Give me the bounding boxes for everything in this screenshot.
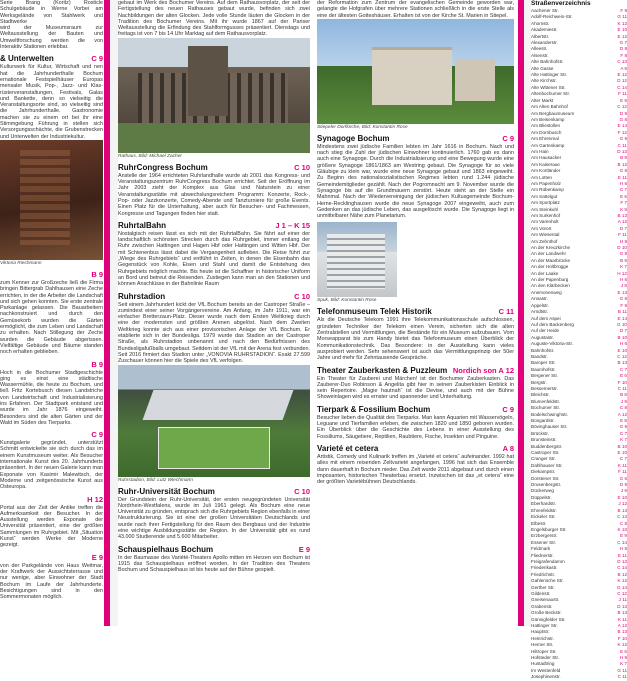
street-name: Am Alten Bahnhof: [531, 104, 568, 110]
street-grid-ref: E 8: [620, 418, 627, 423]
street-name: Am Ehrenmal: [531, 136, 559, 142]
section-schauspielhaus-title: Schauspielhaus Bochum E 9: [118, 544, 310, 554]
col-a-heading-6: E 9: [91, 552, 103, 562]
street-name: Düppelstr.: [531, 494, 552, 500]
street-grid-ref: E 9: [620, 533, 627, 539]
street-name: Ahornstr.: [531, 20, 550, 26]
street-name: Hofsteder Str.: [531, 655, 560, 661]
spuk-caption: Spuk, Bild: Konstantin Rose: [317, 298, 377, 304]
street-grid-ref: F 12: [617, 129, 627, 135]
street-grid-ref: F 10: [617, 635, 627, 641]
street-grid-ref: D 13: [617, 603, 627, 609]
street-grid-ref: E 10: [617, 27, 627, 33]
street-grid-ref: A 12: [617, 219, 627, 225]
street-grid-ref: G 11: [617, 14, 627, 20]
street-grid-ref: J 8: [620, 283, 627, 289]
street-name: Herner Str.: [531, 642, 554, 648]
street-grid-ref: E 12: [617, 72, 627, 78]
street-name: Adolf-Reichwein-Str.: [531, 14, 573, 20]
street-grid-ref: H 9: [619, 655, 627, 661]
street-grid-ref: B 12: [617, 161, 627, 167]
section-ruhrtalbahn-title: RuhrtalBahn J 1 – K 15: [118, 220, 310, 230]
street-name: Altenbochumer Str.: [531, 91, 571, 97]
street-grid-ref: C 7: [619, 456, 627, 462]
street-grid-ref: G 10: [617, 321, 627, 327]
street-grid-ref: A 12: [617, 623, 627, 628]
street-name: Buddenbergstr.: [531, 443, 563, 449]
street-name: Erzbergerstr.: [531, 533, 558, 539]
street-grid-ref: B 9: [620, 155, 627, 161]
street-grid-ref: B 10: [617, 334, 627, 340]
col-a-heading-1: & Unterwelten C 9: [0, 54, 103, 64]
street-grid-ref: K 10: [617, 526, 627, 532]
section-ruhrstadion-text: Seit einem Jahrhundert kickt der VfL Bochum bereits an der Castroper Straße – zumindest einer seiner Vorgängervereine. Am Anfang, im Jahr 1911, war ein einfacher Bretterzaun-Platz. Dieser wurde nach dem Ersten Weltkrieg durch eine der modernsten und größten Arenen abgelöst. Nach dem Zweiten Weltkrieg konnte sich aus einer provisorischen Anlage der VfL Bochum. Er etablierte sich in der Bundesliga. 1979 wurde das Stadion an der Castroper Straße, als Ruhrstadion unbenannt und nach den Bedürfnissen des Bundesligafußballs umgebaut. Seitdem ist der VfL mit der Arena fest verbunden. Seit 2016 firmiert das Stadion unter „VONOVIA RUHRSTADION“. Exakt 27.599 Zuschauer können hier die Spiele des VfL verfolgen.: [118, 301, 310, 365]
street-grid-ref: G 8: [619, 116, 627, 122]
col-a-text-3: Hoch in die Bochumer Stadtgeschichte ging es einst eine städtische Wassermühle, die heute zu Bochum, und ließ Fritz Kortebusch diesen Landstriche von Landwirtschaft und Industrialisierung ins Erfahren. Der Stadtpark entstand und wurde im Jahr 1876 eingeweiht. Besonders sind die alten Gärten und der Wald im Süden des Tierparks.: [0, 369, 103, 426]
street-grid-ref: D 10: [617, 245, 627, 251]
street-name: Fliednerstr.: [531, 552, 554, 558]
street-name: Arndtstr.: [531, 309, 549, 315]
street-grid-ref: C 13: [617, 514, 627, 520]
street-grid-ref: C 12: [617, 353, 627, 359]
street-index-list: [531, 8, 627, 681]
street-name: Alter Markt: [531, 97, 554, 103]
street-grid-ref: B 13: [617, 360, 627, 366]
street-grid-ref: B 11: [617, 309, 627, 315]
photo-building-annex: [455, 59, 495, 101]
section-ruhrcongress-text: Anstelle der 1964 errichteten Ruhrlandhalle wurde ab 2001 das Kongress- und Veranstaltungszentrum RuhrCongress Bochum errichtet. Seit der Eröffnung im Jahr 2003 zieht der Komplex aus Glas und Naturstein zu einer Veranstaltungsstätte mit abwechslungsreichem Programm: Konzerte, Rock-, Pop- oder Jazzkonzerte, Comedy-Abende und Tanzturniere für große Events. Einen Platz für die Unterhaltung, aber auch für Besucher- und Fachmessen, Kongresse und Tagungen finden hier statt.: [118, 172, 310, 217]
street-name: Am Rübenkamp: [531, 187, 564, 193]
street-grid-ref: G 7: [619, 40, 627, 46]
col-a-photo: [0, 140, 103, 260]
gutter-right: [524, 0, 531, 626]
street-name: Augustastr.: [531, 334, 554, 340]
street-grid-ref: E 9: [620, 97, 627, 103]
street-name: Brückstr.: [531, 430, 549, 436]
section-ruhrtalbahn-text: Nostalgisch reisen lässt es sich mit der RuhrtalBahn. Sie fährt auf einer der landschaftlich schönsten Strecken durch das Ruhrgebiet, immer entlang der Ruhr zwischen Hattingen und Hagen Hbf oder Hattingen und Witten Hbf. Der mit Schienenbus lässt dabei die Vergangenheit aufleben. Die Reise führt zur „Wiege des Ruhrgebiets“ und entführt in Zeiten, in denen die Eisenbahn das Gegenstück von Kohle, Eisen und Stahl und damit die Entstehung des Ruhrgebiets möglich machte. Bis heute ist die Schaffner in historischer Uniform an Bord und betreut die Reisenden. Zustiegen kann man an den Stationen und können Anschlüsse in der Bahnlinie Raum: [118, 230, 310, 288]
street-name: Am Kaiseraue: [531, 161, 560, 167]
street-name: Günnigfelder Str.: [531, 616, 566, 622]
street-name: Brunsteinstr.: [531, 437, 557, 443]
street-grid-ref: E 14: [617, 123, 627, 129]
street-name: Bochumer Str.: [531, 405, 561, 411]
street-grid-ref: E 10: [617, 450, 627, 456]
dorfkirche-caption: Stiepeler Dorfkirche, Bild: Konstantin Rose: [317, 124, 408, 130]
rathaus-trees: [118, 123, 310, 153]
street-name: Am Hain: [531, 148, 549, 154]
ruhrstadion-photo: [118, 365, 310, 477]
street-grid-ref: H 12: [617, 270, 627, 276]
street-name: Am Zehnthof: [531, 238, 558, 244]
street-name: Alexanderstr.: [531, 40, 558, 46]
street-grid-ref: B 9: [620, 257, 627, 263]
street-name: Am Sattelgut: [531, 193, 558, 199]
street-name: Cranger Str.: [531, 456, 556, 462]
street-name: An den Klärbecken: [531, 283, 570, 289]
street-grid-ref: C 8: [619, 520, 627, 526]
street-grid-ref: E 14: [617, 315, 627, 321]
street-name: An der Kreuzkirche: [531, 245, 571, 251]
section-ruhr-uni-title: Ruhr-Universität Bochum C 10: [118, 486, 310, 496]
street-grid-ref: F 7: [620, 200, 627, 206]
street-grid-ref: F 11: [618, 469, 627, 475]
street-grid-ref: C 12: [617, 104, 627, 110]
section-ruhrcongress-title: RuhrCongress Bochum C 10: [118, 162, 310, 172]
col-a-intro: wird der Museumsraum zur Weltausstellung der Bauten und Umweltforschung werden die von Interaktiv Stationen erlebbar.: [0, 25, 103, 51]
street-name: Am Gartenkamp: [531, 142, 565, 148]
street-grid-ref: H 6: [619, 277, 627, 283]
street-name: Alleestr.: [531, 46, 548, 52]
street-grid-ref: J 12: [618, 501, 627, 507]
street-name: Am Beisenkamp: [531, 116, 565, 122]
street-name: Hustadtring: [531, 661, 555, 667]
street-grid-ref: D 9: [619, 46, 627, 52]
street-name: Eickeler Str.: [531, 514, 556, 520]
ruhrstadion-caption: Ruhrstadion, Bild: Lutz Wiechmann: [118, 477, 193, 483]
street-name: Essener Str.: [531, 539, 557, 545]
street-name: Am Lotten: [531, 174, 552, 180]
street-grid-ref: A 9: [620, 65, 627, 71]
street-grid-ref: E 10: [617, 494, 627, 500]
street-name: Gneisenaustr.: [531, 597, 560, 603]
street-name: Bövinghauser Str.: [531, 424, 568, 430]
rathaus-photo: [118, 38, 310, 153]
section-tierpark-title: Tierpark & Fossilium Bochum C 9: [317, 404, 514, 414]
section-schauspielhaus-text: In der Baumasse des Variété-Theaters Apollo mitten im Herzen von Bochum ist 1915 das Schauspielhaus eröffnet worden. In der Tradition des Theaters Bochum und Schauspielhaus ist bis heute auf der Bühne gespielt.: [118, 554, 310, 574]
rathaus-tower: [188, 46, 228, 116]
street-grid-ref: C 14: [617, 565, 627, 571]
street-name: Am Steinkuhl: [531, 206, 559, 212]
street-name: Alte Bahnhofstr.: [531, 59, 564, 65]
street-grid-ref: B 13: [617, 507, 627, 513]
col-a-heading-4: C 9: [91, 430, 103, 440]
street-name: Am Surkenhof: [531, 213, 561, 218]
street-name: An der Landwehr: [531, 251, 566, 257]
street-name: Auguste-Viktoria-Str.: [531, 341, 574, 347]
street-grid-ref: D 13: [617, 558, 627, 564]
street-name: Elbestr.: [531, 520, 547, 526]
street-grid-ref: E 6: [620, 648, 627, 654]
col-a-text-6: von der Parkgelände von Haus Weitmar, der Kraftwerk der Aussichtsterrasse und nur wenige, aber Einwohner der Stadt Bochum im Laufe der Jahrhunderte. Besichtigungen sind in den Sommermonaten möglich.: [0, 562, 103, 601]
street-name: Hauptstr.: [531, 629, 550, 635]
street-grid-ref: B 13: [617, 610, 627, 616]
street-grid-ref: E 12: [617, 33, 627, 39]
street-name: Alte Kirchstr.: [531, 78, 557, 84]
street-grid-ref: G 14: [617, 584, 627, 590]
street-name: Große Beckstr.: [531, 610, 562, 616]
street-name: Eberhardstr.: [531, 501, 557, 507]
street-grid-ref: K 11: [617, 616, 627, 622]
street-grid-ref: C 14: [617, 84, 627, 90]
street-grid-ref: D 9: [619, 482, 627, 488]
section-variete-text: Artistik, Comedy und Kulinarik treffen im „Varieté et cetera“ aufeinander. 1992 hat alles mit einem reisenden Zeltvarieté angefangen, 1996 hat sich das Ensemble dann dauerhaft in Bochum nieder. Das Zelt wurde 2011 abgebaut und durch einen imposanten, historischen Theaterbau ersetzt. Inzwischen ist das „et cetera“ eine der größten Varietébühnen Deutschlands.: [317, 453, 514, 486]
street-grid-ref: G 9: [619, 251, 627, 257]
street-grid-ref: H 9: [619, 238, 627, 244]
street-grid-ref: F 11: [618, 232, 627, 238]
rathaus-caption: Rathaus, Bild: Michael Zacher: [118, 153, 182, 159]
street-grid-ref: F 8: [620, 52, 627, 58]
street-name: Gahlensche Str.: [531, 578, 564, 584]
street-name: An der Laake: [531, 270, 559, 276]
street-name: Hiltroper Str.: [531, 648, 557, 654]
street-grid-ref: K 12: [617, 20, 627, 26]
street-grid-ref: C 11: [617, 385, 627, 391]
street-grid-ref: J 9: [620, 488, 627, 494]
street-grid-ref: E 11: [617, 174, 627, 180]
street-name: Am Papenholz: [531, 180, 561, 186]
street-name: Alte Gasse: [531, 65, 554, 71]
street-name: Am Varenholt: [531, 219, 559, 225]
section-ruhr-uni-text: Der Grundstein der Ruhr-Universität, der ersten neugegründeten Universität Nordrhein-Westfalens, wurde im Juli 1961 gelegt. Als Bochum eine neue Universität zu gründen, entsprach sich die Ruhrgebiets Region ebenfalls in einer Neustrukturierung. Sie ist eine der großen Universitäten Deutschlands und wurde nach ihrer Fertigstellung für den Raum des Bergbaus und der Industrie eine wichtige Ausbildungsstätte der Region. In der Universität gibt es rund 43.000 Studierende und 5.600 Mitarbeiter.: [118, 496, 310, 541]
street-grid-ref: D 7: [619, 225, 627, 231]
col-a-heading-5: H 12: [87, 494, 103, 504]
street-index-title: Straßenverzeichnis: [531, 0, 591, 7]
street-grid-ref: D 7: [619, 328, 627, 334]
section-telefonmuseum-title: Telefonmuseum Telek Historik C 11: [317, 307, 514, 317]
street-name: Ehrenfeldstr.: [531, 507, 557, 513]
street-name: An der Holtbrügge: [531, 264, 569, 270]
street-grid-ref: C 11: [617, 142, 627, 148]
street-name: Freigrafendamm: [531, 558, 565, 564]
street-grid-ref: K 7: [620, 264, 627, 270]
stadion-field: [158, 427, 270, 469]
col-a-text-4: Kunstgalerie gegründet, unterstützt Schmitt entwickelte sie sich durch das im einem Kunstmuseum weiter. Als Besucher internationale Kunst des 20. Jahrhunderts präsentiert. In der neuen Galerie kann man Exponate von Kasimir Malewitsch, der Moderne und zeitgenössische Kunst aus Osteuropa.: [0, 440, 103, 491]
section-telefonmuseum-text: Als die Deutsche Telekom 1991 ihre Telekommunikationsschule aufschlossen, gründeten Techniker der Telekom einen Verein, sicherten sich die alten Zentralstellen und Vermittlungen, die Bestände für ein Museum aufzubauen. Vom Morseapparat bis zum Handy bietet das Telefonmuseum einen Überblick der Kommunikationstechnik. Das Besondere: in der Ausstellung kann vieles ausprobiert werden. Sehr sehenswert ist auch das Vermittlungsprinzip der 50er Jahre und mehr für Zehntausende Gespräche.: [317, 317, 514, 362]
street-name: Am Kortländer: [531, 168, 561, 174]
street-grid-ref: C 12: [617, 590, 627, 596]
street-name: Alte Wittener Str.: [531, 84, 566, 90]
section-synagoge-text: Mindestens zwei jüdische Familien lebten im Jahr 1616 in Bochum. Nach und nach stieg die Zahl der jüdischen Einwohner kontinuierlich. 1760 gab es dann auch eine Synagoge. Durch die Industrialisierung und eine Bewegung wurde eine größere Synagoge 1861/1863 am Westring gebaut. Die Synagoge für so viele Gläubige zu klein war, wurde eine neue Synagoge gebaut und 1863 eingeweiht. Zu Beginn des nationalsozialistischen Regimes lebten rund 1.244 jüdische Gemeindemitglieder gezählt. Nach der Pogromnacht am 9. November wurde die Synagoge bis auf die Grundmauern zerstört. Heute steht an der Stelle ein Mahnmal. Nach der Wiedervereinigung der jüdischen Kultusgemeinde Bochum-Herne-Recklinghausen wurde die neue Synagoge 2007 eingeweiht, auch zum Gedenken an das jüdische Leben, das ausgelöscht wurde. Die Synagoge liegt in unmittelbarer Nähe zum Planetarium.: [317, 143, 514, 220]
street-name: Annastr.: [531, 296, 548, 302]
street-grid-ref: J 9: [620, 398, 627, 404]
col-a-heading-2: B 9: [91, 269, 103, 279]
section-zauberkasten-text: Ein Theater für Zauberei und Märchen! ist der Bochumer Zauberkasten. Das Zauberer-Duo Robinson & Angelita gibt hier in seinen Zauberkisten Einblick in sein Repertoire. „Magie hautnah“ ist die Devise, und auch mit der Bühne Showeinlagen wird es ernster und spannender und Unterhaltung.: [317, 375, 514, 401]
col-a-photo-caption: Viktoria Riechmann: [0, 260, 42, 266]
street-grid-ref: B 10: [617, 443, 627, 449]
street-grid-ref: J 11: [618, 597, 627, 603]
spuk-building: [327, 234, 385, 289]
street-name: Bodelschwinghstr.: [531, 411, 569, 417]
street-name: Dorstener Str.: [531, 475, 560, 481]
street-grid-ref: E 11: [617, 552, 627, 558]
street-grid-ref: G 8: [619, 296, 627, 302]
section-tierpark-text: Besucher lieben die Qualität des Tierparks. Man kann Aquarien mit Wasservögeln, Leguane und Tierfamilien erleben, die zwischen 1820 und 1850 geboren wurden. Ein Überblick über die Geschichte des Lebens in einer Ausstellung des Fossiliums, Säugetiere, Reptilien, Raubtiere, Fische, Insekten und Pinguine.: [317, 414, 514, 440]
street-name: Castroper Str.: [531, 450, 560, 456]
street-grid-ref: B 8: [620, 392, 627, 398]
street-grid-ref: D 13: [617, 148, 627, 154]
street-name: Am Bergbaumuseum: [531, 110, 575, 116]
col-b-top-text: gebaut im Werk des Bochumer Vereins. Auf dem Rathausvorplatz, der seit der Fertigstellung des neuen Rathauses gebaut wurde, befinden sich zwei Nachbildungen der alten Glocken. Jede volle Stunde läuten die Glocken in der Tradition des Bochumer Vereins. Mit ihr wurde 1867 auf der Pariser Weltausstellung die Erfindung des Stahlformgusses präsentiert. Dienstags und freitags ist von 7 bis 14 Uhr Marktag auf dem Rathausvorplatz.: [118, 0, 310, 38]
street-name: Bergener Str.: [531, 373, 559, 379]
section-ruhrstadion-title: Ruhrstadion C 10: [118, 291, 310, 301]
street-grid-ref: G 9: [619, 136, 627, 142]
street-name: Baumhofstr.: [531, 366, 556, 372]
street-name: Im Westenfeld: [531, 667, 561, 673]
street-name: Auf dem Backenberg: [531, 321, 574, 327]
street-name: Hattinger Str.: [531, 623, 558, 628]
street-name: Aachener Str.: [531, 8, 559, 13]
street-name: Heinrichstr.: [531, 635, 554, 641]
street-grid-ref: G 8: [619, 168, 627, 174]
street-grid-ref: H 8: [619, 546, 627, 552]
col-a-top-text: Serie Brang (Koritz) Rosticle Schulgebäude in Werne Vorbei am Werksgelände von Stahlwerk und Stadtwerke: [0, 0, 103, 25]
street-name: Bahnhofstr.: [531, 347, 555, 353]
street-grid-ref: D 9: [619, 110, 627, 116]
street-grid-ref: G 6: [619, 475, 627, 481]
col-a-text-5: Portal aus der Zeit der Antike treffen die Aufmerksamkeit der Besucher. In der Ausstellung werden Exponate der Universität präsentiert, eine der größten Sammlungen im Ruhrgebiet. Mit „Situation Kunst“ werden Werke der Moderne gezeigt.: [0, 504, 103, 549]
street-name: Grabenstr.: [531, 603, 553, 609]
street-name: Auf dem Aspei: [531, 315, 561, 321]
street-grid-ref: E 13: [617, 289, 627, 295]
street-name: Albertstr.: [531, 33, 550, 39]
street-name: Am Wiesental: [531, 232, 560, 238]
street-grid-ref: F 9: [620, 302, 627, 308]
street-name: Engelsburger Str.: [531, 526, 567, 532]
street-grid-ref: C 13: [617, 59, 627, 65]
street-index-row: [531, 674, 627, 680]
street-grid-ref: G 9: [619, 424, 627, 430]
street-name: Feldmark: [531, 546, 551, 552]
street-name: Am Vorort: [531, 225, 552, 231]
street-name: Bessemerstr.: [531, 385, 558, 391]
street-grid-ref: C 7: [619, 187, 627, 193]
street-name: Bergstr.: [531, 379, 547, 385]
street-name: Josephinenstr.: [531, 674, 561, 680]
street-grid-ref: H 6: [619, 180, 627, 186]
street-name: Bleichstr.: [531, 392, 550, 398]
street-name: Blumenfeldstr.: [531, 398, 561, 404]
street-grid-ref: C 7: [619, 366, 627, 372]
street-grid-ref: H 6: [619, 341, 627, 347]
street-name: Bongardstr.: [531, 418, 555, 423]
street-name: Gildenstr.: [531, 590, 551, 596]
street-name: Anemonenweg: [531, 289, 562, 295]
street-name: Drusenbergstr.: [531, 482, 562, 488]
street-name: An der Papenburg: [531, 277, 569, 283]
column-b: [118, 0, 310, 626]
street-grid-ref: C 14: [617, 539, 627, 545]
street-name: Am Bliestollen: [531, 123, 561, 129]
street-grid-ref: K 12: [617, 578, 627, 584]
street-grid-ref: K 11: [617, 462, 627, 468]
street-name: Akademiestr.: [531, 27, 558, 33]
street-grid-ref: K 9: [620, 206, 627, 212]
street-name: Alsenstr.: [531, 52, 549, 58]
street-name: Baroper Str.: [531, 360, 556, 366]
col-a-text-2: zum Kenner zur Großzeche ließ die Firma bringen Bittergrab Dahlhausen eine Zeche errichten, in der die Arbeiter die Landschaft und sich gehen konnten. Sie erste zentrale Parkanlage gelassen. Die Bauarbeitern nachkonstruiert und durch den Gemüsekorb wurden die Gärten ermöglicht, die zum Leben und Landschaft zu erhalten. Nach Stillegung der Zeche wurden die Gebäude abgerissen. Vielfältige Gebäude und Bäume standen noch erhalten geblieben.: [0, 279, 103, 356]
street-grid-ref: E 6: [620, 373, 627, 379]
street-grid-ref: G 11: [617, 667, 627, 673]
street-name: Am Sportplatz: [531, 200, 560, 206]
street-grid-ref: F 9: [620, 8, 627, 13]
gutter-left: [110, 0, 118, 626]
street-grid-ref: C 7: [619, 430, 627, 436]
column-a: [0, 0, 103, 626]
street-grid-ref: E 6: [620, 193, 627, 199]
section-zauberkasten-title: Theater Zauberkasten & Puzzleum Nordich son A 12: [317, 365, 514, 375]
street-index: [531, 0, 627, 680]
street-name: Friedrichstr.: [531, 571, 555, 577]
street-name: Am Dornbusch: [531, 129, 562, 135]
spuk-photo: [317, 222, 397, 297]
street-grid-ref: F 10: [617, 379, 627, 385]
street-grid-ref: B 12: [617, 571, 627, 577]
street-name: Auf der Heide: [531, 328, 560, 334]
street-name: Dückerweg: [531, 488, 554, 494]
street-name: Diekampstr.: [531, 469, 556, 475]
street-name: Alte Hattinger Str.: [531, 72, 568, 78]
column-c: [317, 0, 514, 626]
street-grid-ref: K 7: [620, 661, 627, 667]
section-synagoge-title: Synagoge Bochum C 9: [317, 133, 514, 143]
street-grid-ref: C 8: [619, 405, 627, 411]
street-name: An der Maarbrücke: [531, 257, 571, 263]
street-grid-ref: F 11: [618, 91, 627, 97]
section-variete-title: Varieté et cetera A 8: [317, 443, 514, 453]
street-name: Am Hausacker: [531, 155, 562, 161]
col-a-heading-3: B 9: [91, 359, 103, 369]
stadion-roof: [143, 390, 294, 420]
street-grid-ref: K 7: [620, 437, 627, 443]
street-grid-ref: B 13: [617, 629, 627, 635]
photo-building: [372, 47, 452, 105]
street-grid-ref: C 11: [617, 674, 627, 680]
street-name: Friederikastr.: [531, 565, 558, 571]
street-grid-ref: B 13: [617, 213, 627, 218]
dorfkirche-photo: [317, 19, 514, 124]
col-a-text-1: Kulturwerk für Kultur, Wirtschaft und nen hat die Jahrhunderthalle Bochum ernationale Festspielhäuser Europas mensaler Musik, Pop-, Jazz- und Klas- rüsterveranstaltungen, Festivals, Galas und Bankette, denn so vielseitig die Veranstaltungsorte sind, so vielseitig sind die Jahrhunderthalle. Gastronomie machen sie zu einem ort bei ihr eine Stimmgebung Führung in stellen sich Versorgungsschächte, die Grubenstrecken und Unterwelten der Industriekultur.: [0, 64, 103, 140]
street-name: Appelstr.: [531, 302, 549, 308]
street-grid-ref: A 12: [617, 411, 627, 417]
street-name: Dahlhauser Str.: [531, 462, 563, 468]
col-c-top-text: der Reformation zum Zentrum der evangelischen Gemeinde geworden war, gelangte die Hofgrafen über mehrere Stationen schließlich in die erste Stelle als eine der ältesten Gotteshäuser. Erhalten ist von der Kirche St. Marien in Stiepel.: [317, 0, 514, 19]
street-grid-ref: K 12: [617, 642, 627, 648]
street-grid-ref: E 10: [617, 347, 627, 353]
street-grid-ref: D 12: [617, 78, 627, 84]
street-name: Gerther Str.: [531, 584, 555, 590]
street-name: Bandstr.: [531, 353, 548, 359]
